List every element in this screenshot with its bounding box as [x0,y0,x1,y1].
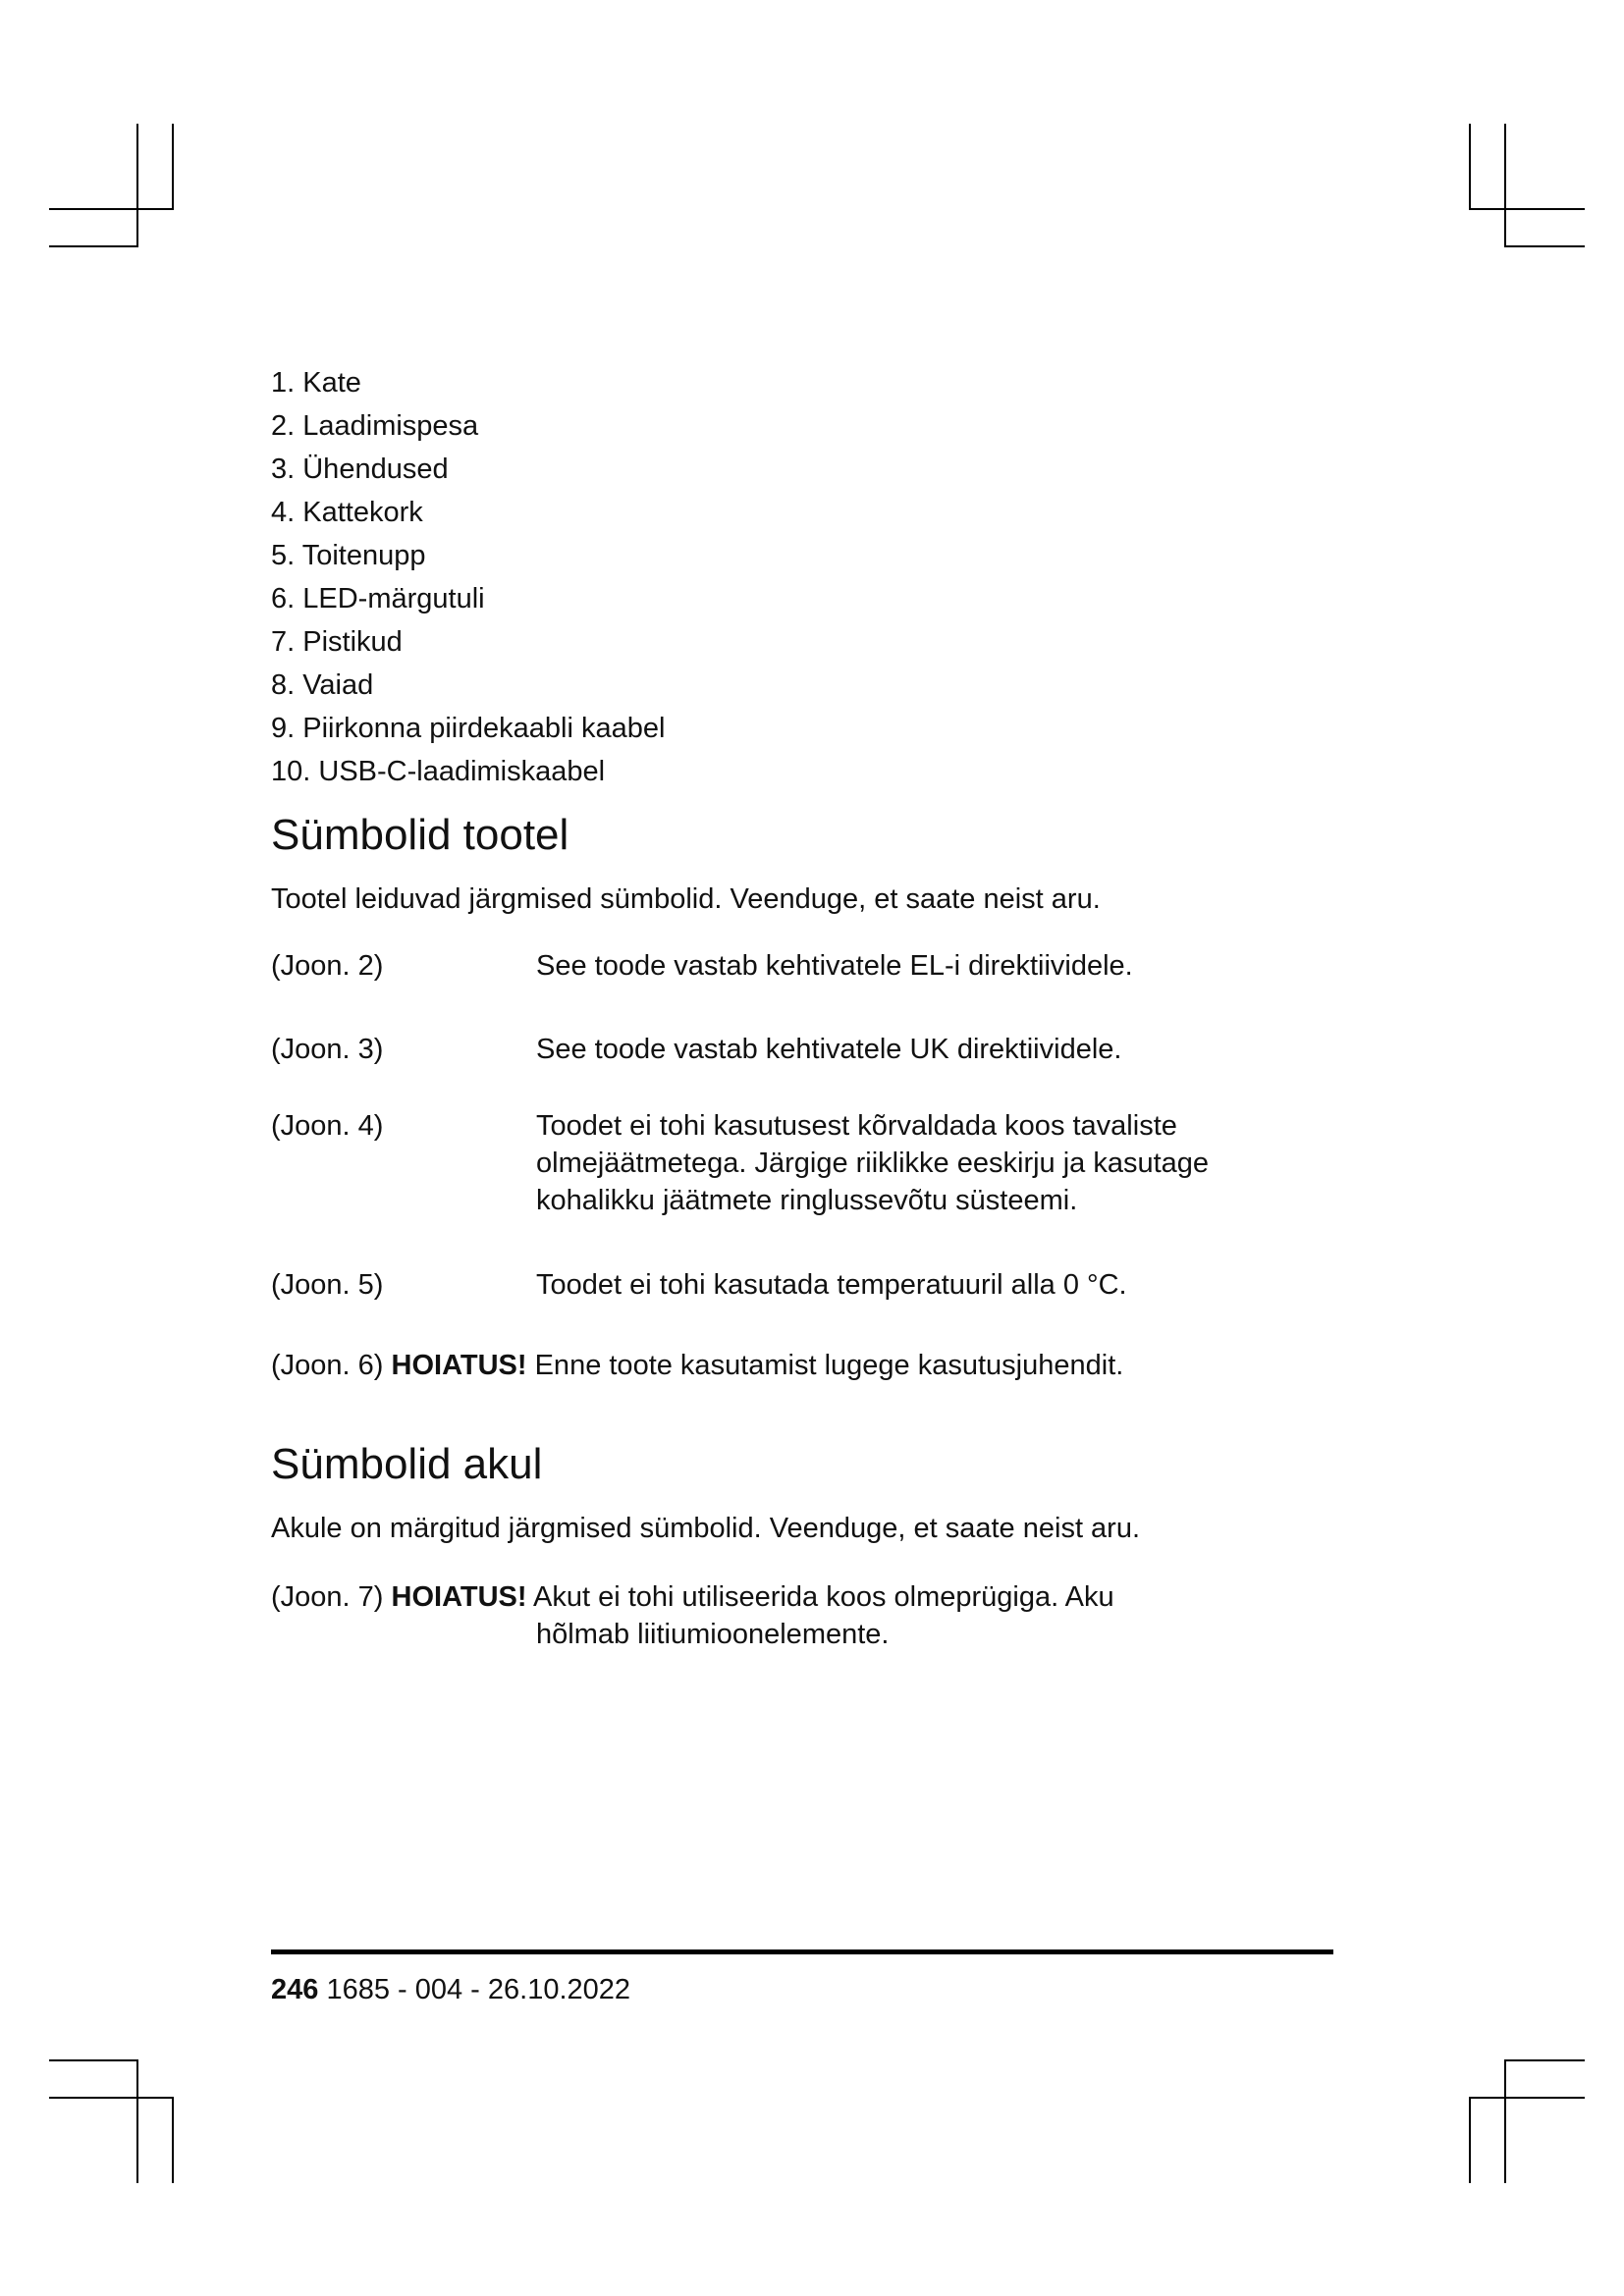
crop-mark [1469,2097,1585,2099]
warning-text: Enne toote kasutamist lugege kasutusjuhendit. [534,1350,1124,1381]
section-intro: Tootel leiduvad järgmised sümbolid. Veenduge, et saate neist aru. [271,883,1101,915]
list-item: 4. Kattekork [271,497,423,528]
crop-mark [1469,2097,1471,2183]
page-number: 246 [271,1974,319,2005]
list-item: 5. Toitenupp [271,540,426,571]
figure-ref: (Joon. 4) [271,1110,384,1142]
list-item: 3. Ühendused [271,454,449,485]
crop-mark [49,245,138,247]
page-footer [271,1971,630,2008]
document-code: 1685 - 004 - 26.10.2022 [326,1974,631,2005]
crop-mark [49,208,174,210]
crop-mark [1469,124,1471,208]
crop-mark [172,124,174,208]
crop-mark [1504,245,1585,247]
figure-ref: (Joon. 2) [271,950,384,982]
parts-list [271,361,665,793]
warning-text: Akut ei tohi utiliseerida koos olmeprügiga. Aku [533,1581,1114,1613]
warning-label: HOIATUS! [391,1350,527,1381]
symbol-description: See toode vastab kehtivatele EL-i direktiividele. [536,950,1133,982]
section-heading-battery-symbols: Sümbolid akul [271,1440,543,1488]
crop-mark [1469,208,1585,210]
list-item: 10. USB-C-laadimiskaabel [271,756,606,787]
crop-mark [1504,124,1506,247]
crop-mark [172,2097,174,2183]
warning-label: HOIATUS! [391,1581,527,1613]
warning-row [271,1347,1312,1384]
list-item: 1. Kate [271,367,361,399]
list-item: 7. Pistikud [271,626,403,658]
crop-mark [49,2097,174,2099]
crop-mark [1504,2059,1585,2061]
figure-ref: (Joon. 7) [271,1581,384,1613]
symbol-description: Toodet ei tohi kasutusest kõrvaldada koos tavaliste olmejäätmetega. Järgige riiklikke eeskirju ja kasutage kohalikku jäätmete ringlussevõtu süsteemi. [536,1110,1210,1216]
warning-text: hõlmab liitiumioonelemente. [536,1619,890,1650]
warning-row [271,1578,1312,1653]
crop-mark [136,124,138,247]
crop-mark [49,2059,138,2061]
crop-mark [136,2059,138,2183]
figure-ref: (Joon. 5) [271,1269,384,1301]
figure-ref: (Joon. 3) [271,1034,384,1065]
list-item: 8. Vaiad [271,669,374,701]
list-item: 2. Laadimispesa [271,410,479,442]
section-intro: Akule on märgitud järgmised sümbolid. Veenduge, et saate neist aru. [271,1513,1141,1544]
section-heading-product-symbols: Sümbolid tootel [271,811,569,859]
footer-rule [271,1949,1333,1954]
figure-ref: (Joon. 6) [271,1350,384,1381]
symbol-description: Toodet ei tohi kasutada temperatuuril alla 0 °C. [536,1269,1127,1301]
list-item: 6. LED-märgutuli [271,583,485,614]
crop-mark [1504,2059,1506,2183]
list-item: 9. Piirkonna piirdekaabli kaabel [271,713,666,744]
symbol-description: See toode vastab kehtivatele UK direktiividele. [536,1034,1122,1065]
